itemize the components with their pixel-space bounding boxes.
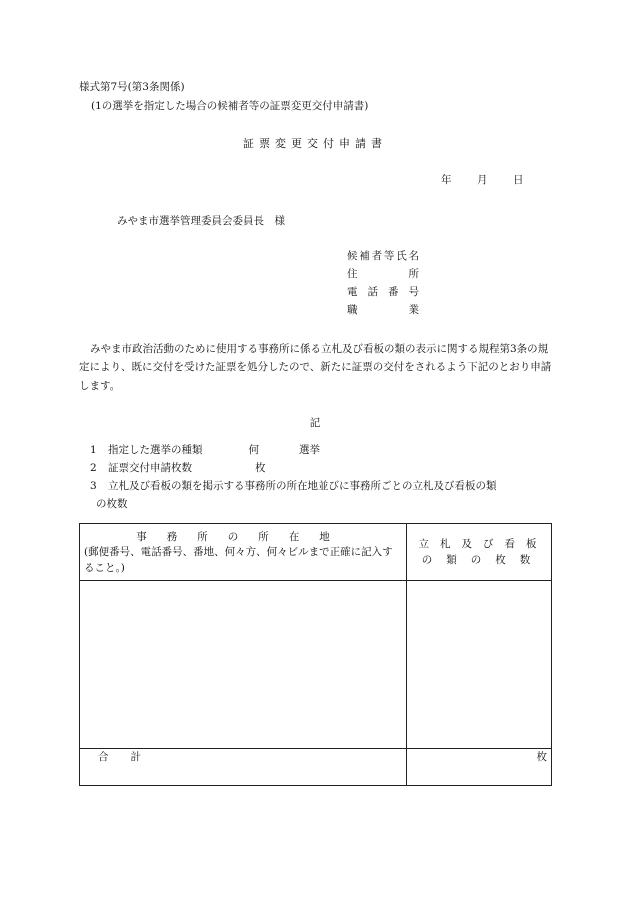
applicant-phone-label: 電話番号 bbox=[347, 286, 419, 298]
item-number: 2 bbox=[90, 462, 97, 474]
date-line bbox=[441, 172, 524, 188]
list-item bbox=[90, 442, 497, 460]
col-count-header bbox=[407, 524, 552, 581]
form-subtitle: (1の選挙を指定した場合の候補者等の証票変更交付申請書) bbox=[91, 100, 369, 112]
applicant-phone-row bbox=[347, 284, 419, 302]
date-year-label: 年 bbox=[441, 174, 452, 186]
item-value: 何 bbox=[248, 444, 259, 456]
applicant-occupation-label: 職業 bbox=[347, 304, 419, 316]
item-number: 3 bbox=[90, 480, 97, 492]
date-month-label: 月 bbox=[477, 174, 488, 186]
date-day-label: 日 bbox=[513, 174, 524, 186]
table-row bbox=[80, 581, 552, 749]
col-count-title-line1: 立札及び看板 bbox=[418, 537, 548, 550]
total-label: 合計 bbox=[80, 749, 407, 786]
item-label: 指定した選挙の種類 bbox=[108, 444, 203, 456]
item-value: 選挙 bbox=[299, 444, 320, 456]
total-unit[interactable]: 枚 bbox=[407, 749, 552, 786]
table-header-row bbox=[80, 524, 552, 581]
office-table bbox=[79, 523, 552, 786]
body-paragraph: みやま市政治活動のために使用する事務所に係る立札及び看板の類の表示に関する規程第3条の規定により、既に交付を受けた証票を処分したので、新たに証票の交付をされるよう下記のとおり申請します。 bbox=[79, 343, 552, 392]
col-location-title: 事務所の所在地 bbox=[136, 531, 350, 543]
ki-heading: 記 bbox=[309, 417, 321, 429]
applicant-occupation-row bbox=[347, 302, 419, 320]
col-location-note: (郵便番号、電話番号、番地、何々方、何々ビルまで正確に記入すること。) bbox=[84, 546, 393, 575]
count-entry-cell[interactable] bbox=[407, 581, 552, 749]
item-list bbox=[90, 442, 497, 514]
form-number: 様式第7号(第3条関係) bbox=[79, 81, 185, 93]
item-value: 枚 bbox=[255, 462, 266, 474]
item-label: 立札及び看板の類を掲示する事務所の所在地並びに事務所ごとの立札及び看板の類 bbox=[108, 480, 497, 492]
col-count-title-line2: の類の枚数 bbox=[421, 554, 545, 566]
document-title: 証票変更交付申請書 bbox=[243, 137, 387, 150]
list-item bbox=[90, 478, 497, 496]
table-total-row bbox=[80, 749, 552, 786]
applicant-name-label: 候補者等氏名 bbox=[347, 250, 419, 262]
addressee: みやま市選挙管理委員会委員長 様 bbox=[117, 215, 285, 227]
list-item bbox=[90, 460, 497, 478]
location-entry-cell[interactable] bbox=[80, 581, 407, 749]
applicant-fields bbox=[347, 248, 419, 320]
applicant-address-label: 住所 bbox=[347, 268, 419, 280]
item-number: 1 bbox=[90, 444, 97, 456]
applicant-name-row bbox=[347, 248, 419, 266]
applicant-address-row bbox=[347, 266, 419, 284]
list-item-continuation: の枚数 bbox=[96, 498, 128, 510]
col-location-header bbox=[80, 524, 407, 581]
item-label: 証票交付申請枚数 bbox=[108, 462, 192, 474]
